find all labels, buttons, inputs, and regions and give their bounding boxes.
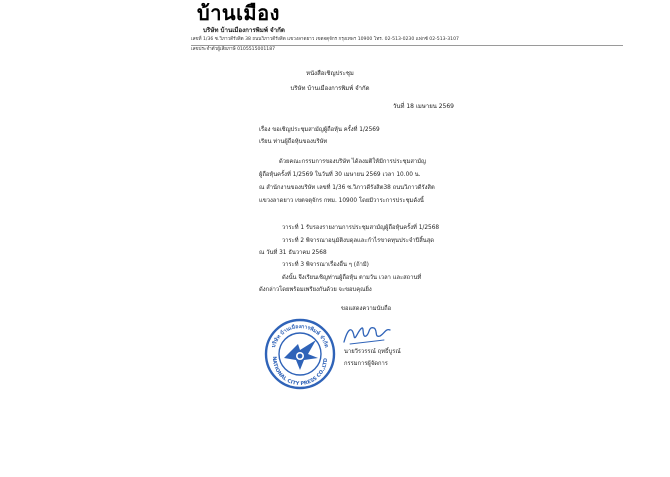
signature-icon xyxy=(338,322,398,348)
document-title: หนังสือเชิญประชุม xyxy=(306,70,354,77)
svg-text:บริษัท บ้านเมืองการพิมพ์ จำกัด: บริษัท บ้านเมืองการพิมพ์ จำกัด xyxy=(270,323,330,349)
letterhead-divider xyxy=(191,45,623,46)
intro-line: ณ สำนักงานของบริษัท เลขที่ 1/36 ซ.วิภาวดีรังสิต38 ถนนวิภาวดีรังสิต xyxy=(259,185,435,191)
signer-title: กรรมการผู้จัดการ xyxy=(344,361,388,367)
company-seal-icon xyxy=(264,318,336,390)
subject-line: เรื่อง ขอเชิญประชุมสามัญผู้ถือหุ้น ครั้งที่ 1/2569 xyxy=(259,127,380,133)
intro-line: ผู้ถือหุ้นครั้งที่ 1/2569 ในวันที่ 30 เมษายน 2569 เวลา 10.00 น. xyxy=(259,172,421,178)
company-logo: บ้านเมือง xyxy=(197,1,280,25)
invitation-line: ดังกล่าวโดยพร้อมเพรียงกันด้วย จะขอบคุณยิ่ง xyxy=(259,287,372,293)
tax-id: เลขประจำตัวผู้เสียภาษี 0105515001187 xyxy=(191,47,276,52)
invitation-line: ดังนั้น จึงเรียนเชิญท่านผู้ถือหุ้น ตามวัน เวลา และสถานที่ xyxy=(282,275,422,281)
recipient-line: เรียน ท่านผู้ถือหุ้นของบริษัท xyxy=(259,139,328,145)
intro-line: ด้วยคณะกรรมการของบริษัท ได้ลงมติให้มีการประชุมสามัญ xyxy=(279,159,426,165)
agenda-item-3: วาระที่ 3 พิจารณาเรื่องอื่น ๆ (ถ้ามี) xyxy=(282,262,369,268)
document-date: วันที่ 18 เมษายน 2569 xyxy=(393,103,454,110)
agenda-item-2-cont: ณ วันที่ 31 ธันวาคม 2568 xyxy=(259,250,327,256)
company-name-line: บริษัท บ้านเมืองการพิมพ์ จำกัด xyxy=(203,27,285,34)
signer-name: นายวีรวรรณ์ ฤทธิ์บูรณ์ xyxy=(344,349,401,355)
agenda-item-1: วาระที่ 1 รับรองรายงานการประชุมสามัญผู้ถือหุ้นครั้งที่ 1/2568 xyxy=(282,225,440,231)
svg-text:NATIONAL CITY PRESS CO.,LTD.: NATIONAL CITY PRESS CO.,LTD xyxy=(270,356,330,388)
document-company: บริษัท บ้านเมืองการพิมพ์ จำกัด xyxy=(290,85,370,92)
intro-line: แขวงลาดยาว เขตจตุจักร กทม. 10900 โดยมีวาระการประชุมดังนี้ xyxy=(259,198,424,204)
agenda-item-2: วาระที่ 2 พิจารณาอนุมัติงบดุลและกำไรขาดทุนประจำปีสิ้นสุด xyxy=(282,238,435,244)
closing: ขอแสดงความนับถือ xyxy=(341,306,392,312)
company-address: เลขที่ 1/36 ซ.วิภาวดีรังสิต 38 ถนนวิภาวดีรังสิต แขวงลาดยาว เขตจตุจักร กรุงเทพฯ 10900 โทร. 02-513-0230 แฟกซ์ 02-513-3107 xyxy=(191,37,459,42)
